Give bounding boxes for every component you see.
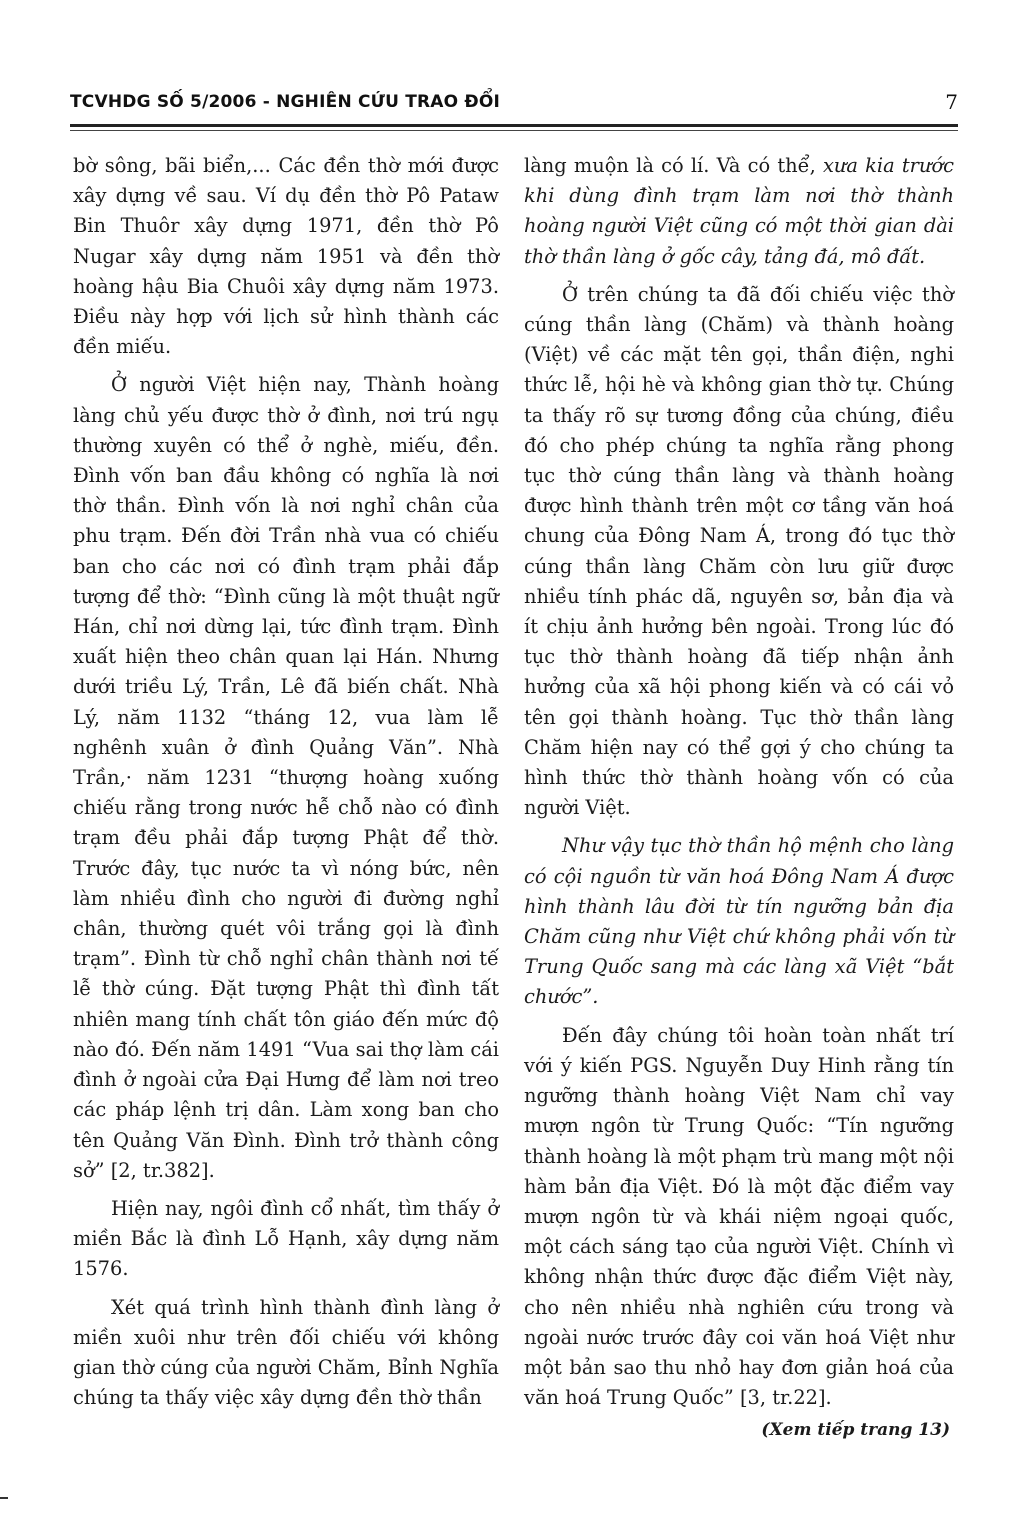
journal-section-title: TCVHDG SỐ 5/2006 - NGHIÊN CỨU TRAO ĐỔI: [70, 92, 501, 112]
left-paragraph-2: Ở người Việt hiện nay, Thành hoàng làng chủ yếu được thờ ở đình, nơi trú ngụ thường xuyên có thể ở nghè, miếu, đền. Đình vốn ban đầu không có nghĩa là nơi thờ thần. Đình vốn là nơi nghỉ chân của phu trạm. Đến đời Trần nhà vua có chiếu ban cho các nơi có đình trạm phải đắp tượng để thờ: “Đình cũng là một thuật ngữ Hán, chỉ nơi dừng lại, tức đình trạm. Đình xuất hiện theo chân quan lại Hán. Nhưng dưới triều Lý, Trần, Lê đã biến chất. Nhà Lý, năm 1132 “tháng 12, vua làm lễ nghênh xuân ở đình Quảng Văn”. Nhà Trần,· năm 1231 “thượng hoàng xuống chiếu rằng trong nước hễ chỗ nào có đình trạm đều phải đắp tượng Phật để thờ. Trước đây, tục nước ta vì nóng bức, nên làm nhiều đình cho người đi đường nghỉ chân, thường quét vôi trắng gọi là đình trạm”. Đình từ chỗ nghỉ chân thành nơi tế lễ thờ cúng. Đặt tượng Phật thì đình tất nhiên mang tính chất tôn giáo đến mức độ nào đó. Đến năm 1491 “Vua sai thợ làm cái đình ở ngoài cửa Đại Hưng để làm nơi treo các pháp lệnh trị dân. Làm xong ban cho tên Quảng Văn Đình. Đình trở thành công sở” [2, tr.382].: [73, 373, 499, 1182]
left-paragraph-1: bờ sông, bãi biển,... Các đền thờ mới được xây dựng về sau. Ví dụ đền thờ Pô Pataw Bin Thuôr xây dựng 1971, đền thờ Pô Nugar xây dựng năm 1951 và đền thờ hoàng hậu Bia Chuôi xây dựng năm 1973. Điều này hợp với lịch sử hình thành các đền miếu.: [73, 154, 499, 359]
right-paragraph-4: Đến đây chúng tôi hoàn toàn nhất trí với ý kiến PGS. Nguyễn Duy Hinh rằng tín ngưỡng thành hoàng Việt Nam chỉ vay mượn ngôn từ Trung Quốc: “Tín ngưỡng thành hoàng là một phạm trù mang một nội hàm bản địa Việt. Đó là một đặc điểm vay mượn ngôn từ và khái niệm ngoại quốc, một cách sáng tạo của người Việt. Chính vì không nhận thức được đặc điểm Việt này, cho nên nhiều nhà nghiên cứu trong và ngoài nước trước đây coi văn hoá Việt như một bản sao thu nhỏ hay đơn giản hoá của văn hoá Trung Quốc” [3, tr.22].: [524, 1023, 954, 1410]
right-paragraph-1-normal: làng muộn là có lí. Và có thể,: [524, 154, 823, 177]
header-rule-thick: [70, 124, 958, 127]
left-column: [73, 151, 499, 1413]
right-paragraph-3: Như vậy tục thờ thần hộ mệnh cho làng có cội nguồn từ văn hoá Đông Nam Á được hình thành lâu đời từ tín ngưỡng bản địa Chăm cũng như Việt chứ không phải vốn từ Trung Quốc sang mà các làng xã Việt “bắt chước”.: [524, 834, 954, 1009]
right-paragraph-2: Ở trên chúng ta đã đối chiếu việc thờ cúng thần làng (Chăm) và thành hoàng (Việt) về các mặt tên gọi, thần điện, nghi thức lễ, hội hè và không gian thờ tự. Chúng ta thấy rõ sự tương đồng của chúng, điều đó cho phép chúng ta nghĩa rằng phong tục thờ cúng thần làng và thành hoàng được hình thành trên một cơ tầng văn hoá chung của Đông Nam Á, trong đó tục thờ cúng thần làng Chăm còn lưu giữ được nhiều tính phác dã, nguyên sơ, bản địa và ít chịu ảnh hưởng bên ngoài. Trong lúc đó tục thờ thành hoàng đã tiếp nhận ảnh hưởng của xã hội phong kiến và có cái vỏ tên gọi thành hoàng. Tục thờ thần làng Chăm hiện nay có thể gợi ý cho chúng ta hình thức thờ thành hoàng vốn có của người Việt.: [524, 282, 954, 820]
header-rule-thin: [70, 130, 958, 131]
margin-mark: [0, 1497, 8, 1499]
page-number: 7: [945, 90, 958, 114]
page-header: [70, 92, 958, 128]
right-paragraph-1: [524, 151, 954, 272]
left-paragraph-4: Xét quá trình hình thành đình làng ở miền xuôi như trên đối chiếu với không gian thờ cúng của người Chăm, Bỉnh Nghĩa chúng ta thấy việc xây dựng đền thờ thần: [73, 1295, 499, 1410]
right-column: [524, 151, 954, 1446]
continuation-note: (Xem tiếp trang 13): [761, 1420, 950, 1441]
left-paragraph-3: Hiện nay, ngôi đình cổ nhất, tìm thấy ở miền Bắc là đình Lỗ Hạnh, xây dựng năm 1576.: [73, 1196, 499, 1281]
right-paragraph-1-italic: xưa kia trước khi dùng đình trạm làm nơi thờ thành hoàng người Việt cũng có một thời gian dài thờ thần làng ở gốc cây, tảng đá, mô đất.: [524, 154, 954, 268]
